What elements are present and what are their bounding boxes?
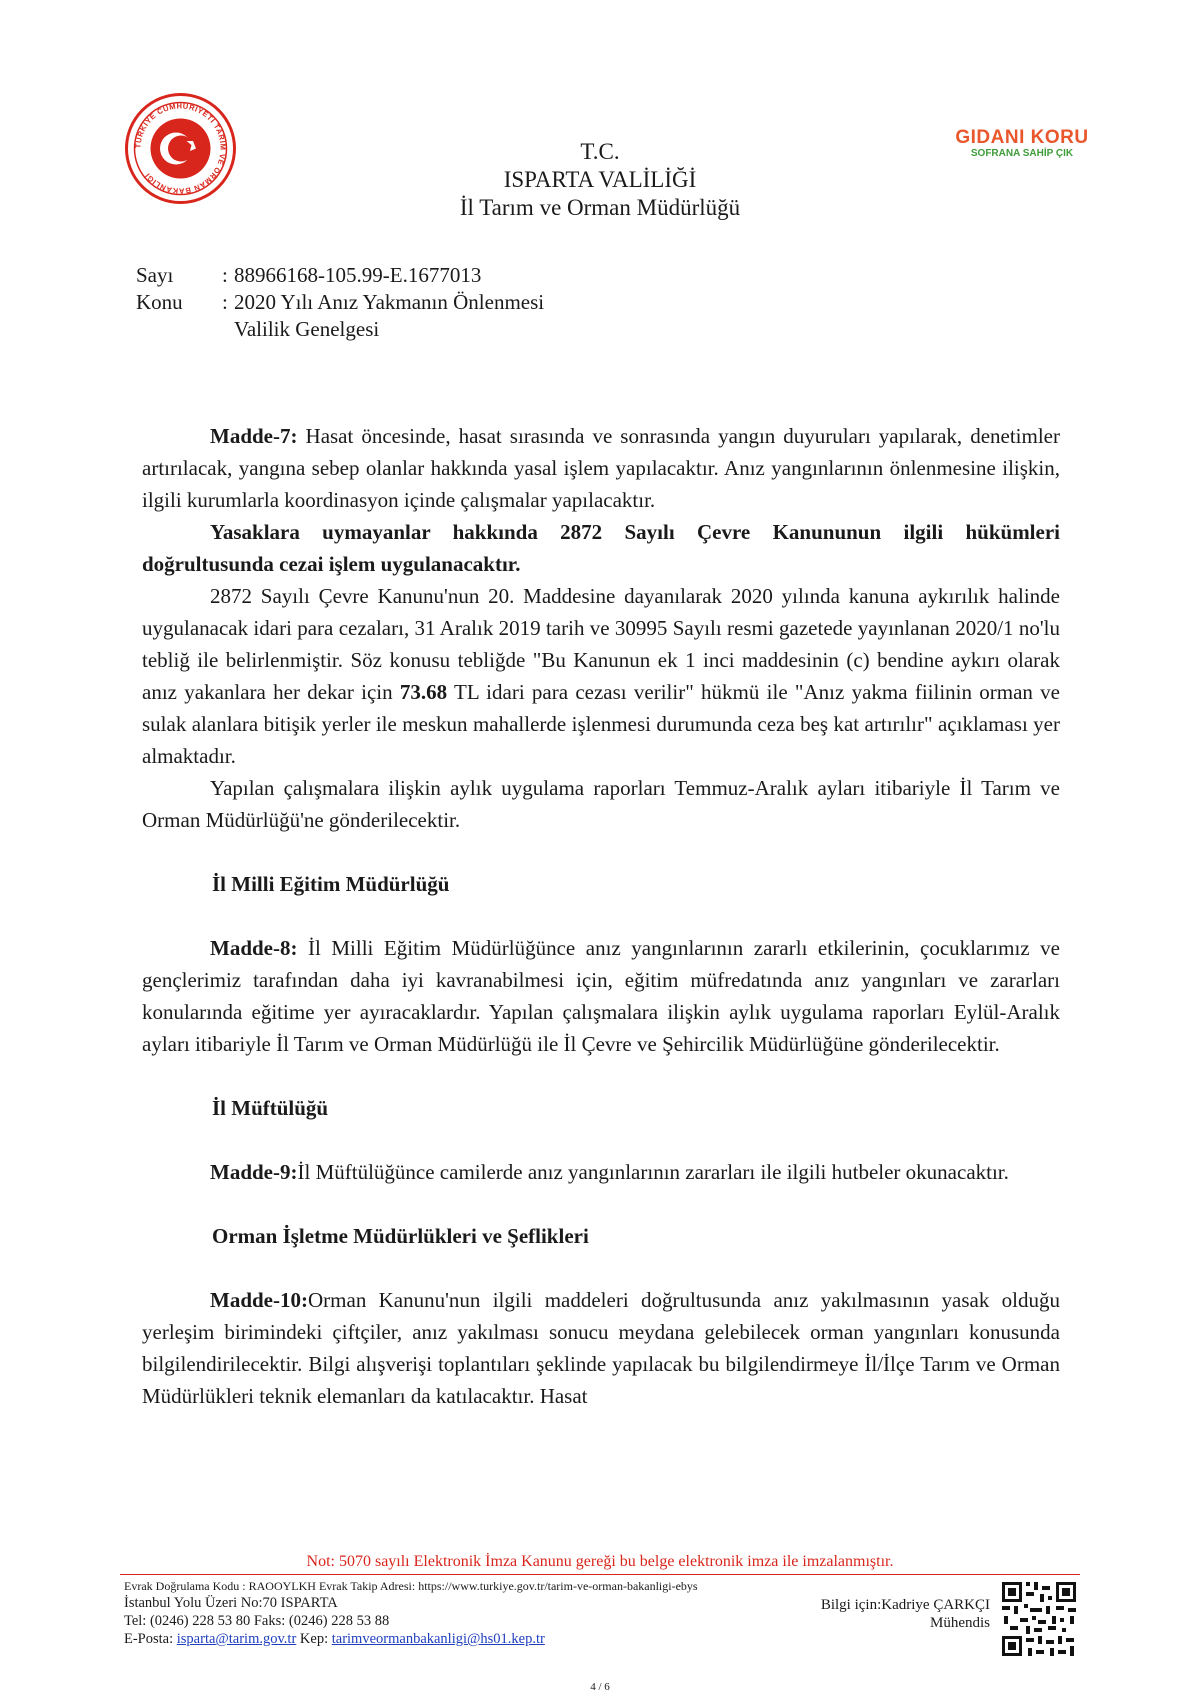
header-mudurluk: İl Tarım ve Orman Müdürlüğü	[459, 195, 741, 220]
sayi-separator: :	[222, 263, 228, 287]
footer-address: İstanbul Yolu Üzeri No:70 ISPARTA	[124, 1595, 338, 1611]
penalty-bold-paragraph: Yasaklara uymayanlar hakkında 2872 Sayılı Çevre Kanununun ilgili hükümleri doğrultusunda cezai işlem uygulanacaktır.	[142, 520, 1060, 576]
footer-phone: Tel: (0246) 228 53 80 Faks: (0246) 228 53 88	[124, 1613, 390, 1629]
contact-name: Bilgi için:Kadriye ÇARKÇI	[820, 1597, 990, 1613]
letterhead	[300, 138, 900, 222]
heading-orman: Orman İşletme Müdürlükleri ve Şeflikleri	[212, 1224, 589, 1248]
email-link[interactable]: isparta@tarim.gov.tr	[176, 1631, 297, 1647]
verification-code: Evrak Doğrulama Kodu : RAOOYLKH Evrak Takip Adresi: https://www.turkiye.gov.tr/tarim-ve-orman-bakanligi-ebys	[124, 1579, 698, 1593]
footer-email-row	[124, 1630, 698, 1648]
heading-meb: İl Milli Eğitim Müdürlüğü	[212, 872, 450, 896]
contact-title: Mühendis	[930, 1615, 990, 1631]
madde-7-paragraph	[142, 420, 1060, 516]
contact-person	[770, 1596, 990, 1632]
madde-9-paragraph	[142, 1156, 1060, 1188]
konu-value: 2020 Yılı Anız Yakmanın Önlenmesi	[234, 290, 545, 314]
email-label: E-Posta:	[124, 1631, 177, 1647]
konu-continuation: Valilik Genelgesi	[234, 317, 380, 341]
ministry-seal-logo	[124, 92, 237, 205]
konu-separator: :	[222, 290, 228, 314]
fine-text-b: TL idari para cezası verilir" hükmü ile "Anız yakma fiilinin orman ve sulak alanlara bitişik yerler ile meskun mahallerde işlenmesi durumunda ceza beş kat artırılır" açıklaması yer almaktadır.	[142, 680, 1060, 768]
madde-7-label: Madde-7:	[210, 424, 298, 448]
fine-paragraph	[142, 580, 1060, 772]
heading-muftu: İl Müftülüğü	[212, 1096, 329, 1120]
footer-divider	[120, 1574, 1080, 1575]
sayi-row	[136, 262, 544, 289]
madde-8-text: İl Milli Eğitim Müdürlüğünce anız yangınlarının zararlı etkilerinin, çocuklarımız ve gençlerimiz tarafından daha iyi kavranabilmesi için, eğitim müfredatında anız yangınları ve zararları konularında eğitime yer ayıracaklardır. Yapılan çalışmalara ilişkin aylık uygulama raporları Eylül-Aralık ayları itibariyle İl Tarım ve Orman Müdürlüğü ile İl Çevre ve Şehircilik Müdürlüğüne gönderilecektir.	[142, 936, 1060, 1056]
madde-10-paragraph	[142, 1284, 1060, 1412]
brand-tagline: SOFRANA SAHİP ÇIK	[970, 148, 1074, 159]
madde-7-text: Hasat öncesinde, hasat sırasında ve sonrasında yangın duyuruları yapılarak, denetimler artırılacak, yangına sebep olanlar hakkında yasal işlem yapılacaktır. Anız yangınlarının önlenmesine ilişkin, ilgili kurumlarla koordinasyon içinde çalışmalar yapılacaktır.	[142, 424, 1060, 512]
konu-row	[136, 289, 544, 316]
sayi-label: Sayı	[136, 263, 174, 287]
seal-text: TÜRKİYE CUMHURİYETİ TARIM VE ORMAN BAKANLIĞI	[133, 101, 228, 196]
sayi-value: 88966168-105.99-E.1677013	[234, 263, 482, 287]
e-signature-note: Not: 5070 sayılı Elektronik İmza Kanunu gereği bu belge elektronik imza ile imzalanmıştır.	[306, 1553, 894, 1570]
header-valilik: ISPARTA VALİLİĞİ	[503, 167, 697, 192]
brand-name: GIDANI KORU	[955, 127, 1089, 148]
konu-label: Konu	[136, 290, 183, 314]
madde-9-label: Madde-9:	[210, 1160, 298, 1184]
header-tc: T.C.	[580, 139, 620, 164]
fine-text-a: 2872 Sayılı Çevre Kanunu'nun 20. Maddesine dayanılarak 2020 yılında kanuna aykırılık halinde uygulanacak idari para cezaları, 31 Aralık 2019 tarih ve 30995 Sayılı resmi gazetede yayınlanan 2020/1 no'lu tebliğ ile belirlenmiştir. Söz konusu tebliğde "Bu Kanunun ek 1 inci maddesinin (c) bendine aykırı olarak anız yakanlara her dekar için	[142, 584, 1060, 704]
qr-code-icon	[1000, 1580, 1078, 1658]
gidani-koru-logo	[952, 128, 1092, 160]
fine-amount: 73.68	[399, 680, 448, 704]
madde-10-text: Orman Kanunu'nun ilgili maddeleri doğrultusunda anız yakılmasının yasak olduğu yerleşim birimindeki çiftçiler, anız yakılması sonucu meydana gelebilecek orman yangınları konusunda bilgilendirilecektir. Bilgi alışverişi toplantıları şeklinde yapılacak bu bilgilendirmeye İl/İlçe Tarım ve Orman Müdürlükleri teknik elemanları da katılacaktır. Hasat	[142, 1288, 1060, 1408]
footer-contact-block	[124, 1578, 698, 1648]
madde-9-text: İl Müftülüğünce camilerde anız yangınlarının zararları ile ilgili hutbeler okunacaktır.	[297, 1160, 1009, 1184]
kep-link[interactable]: tarimveormanbakanligi@hs01.kep.tr	[331, 1631, 545, 1647]
report-paragraph: Yapılan çalışmalara ilişkin aylık uygulama raporları Temmuz-Aralık ayları itibariyle İl Tarım ve Orman Müdürlüğü'ne gönderilecektir.	[142, 776, 1060, 832]
madde-8-paragraph	[142, 932, 1060, 1060]
kep-label: Kep:	[296, 1631, 332, 1647]
madde-8-label: Madde-8:	[210, 936, 298, 960]
document-meta	[136, 262, 544, 343]
page-number: 4 / 6	[590, 1681, 610, 1693]
document-body	[142, 420, 1060, 1412]
madde-10-label: Madde-10:	[210, 1288, 308, 1312]
